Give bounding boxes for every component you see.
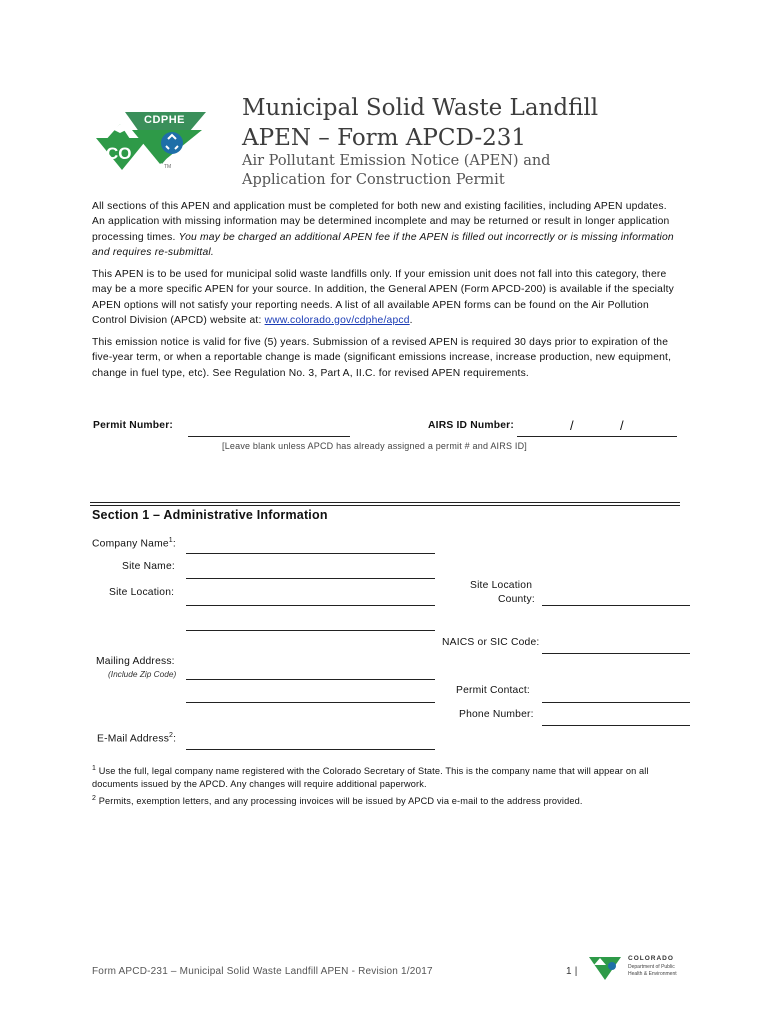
permit-contact-field[interactable] — [542, 702, 690, 703]
intro-paragraph-1 — [92, 199, 682, 260]
footnote-2-mark: 2 — [92, 795, 97, 802]
footnote-2 — [92, 792, 684, 808]
company-name-field[interactable] — [186, 553, 435, 554]
intro-p1-text: All sections of this APEN and application must be completed for both new and existing facilities, including APEN updates. An application with missing information may be determined incomplete and may be returned or result in longer application processing times. — [92, 201, 670, 243]
email-address-field[interactable] — [186, 749, 435, 750]
footer-cdphe-logo-icon — [588, 955, 622, 981]
form-subtitle-line1: Air Pollutant Emission Notice (APEN) and — [242, 153, 551, 169]
phone-number-label: Phone Number: — [459, 709, 534, 720]
footnote-1 — [92, 762, 684, 791]
footer-form-revision: Form APCD-231 – Municipal Solid Waste Landfill APEN - Revision 1/2017 — [92, 966, 433, 977]
site-county-label-line1: Site Location — [470, 580, 533, 591]
mailing-address-field-2[interactable] — [186, 702, 435, 703]
section-divider-top — [90, 502, 680, 503]
footer-logo-dept-1: Department of Public — [628, 964, 675, 970]
permit-number-label: Permit Number: — [93, 420, 174, 431]
logo-tm: TM — [164, 164, 172, 170]
site-name-label: Site Name: — [122, 561, 175, 572]
mailing-address-note: (Include Zip Code) — [108, 669, 177, 679]
permit-contact-label: Permit Contact: — [456, 685, 530, 696]
footnote-2-text: Permits, exemption letters, and any processing invoices will be issued by APCD via e-mail to the address provided. — [98, 796, 583, 807]
logo-cdphe-text: CDPHE — [144, 114, 186, 126]
site-location-label: Site Location: — [109, 587, 175, 598]
form-subtitle-line2: Application for Construction Permit — [242, 172, 505, 188]
site-county-field[interactable] — [542, 605, 690, 606]
phone-number-field[interactable] — [542, 725, 690, 726]
apcd-website-link[interactable]: www.colorado.gov/cdphe/apcd — [264, 314, 410, 326]
airs-id-field[interactable] — [517, 436, 677, 437]
company-name-footnote-mark: 1 — [168, 537, 173, 544]
footer-logo-dept-2: Health & Environment — [628, 971, 677, 977]
footnote-1-text: Use the full, legal company name registered with the Colorado Secretary of State. This is the company name that will appear on all documents issued by the APCD. Any changes will require additional paperwork. — [92, 766, 649, 790]
cdphe-logo — [92, 108, 210, 174]
intro-paragraph-3 — [92, 335, 682, 381]
email-address-label — [97, 732, 176, 744]
intro-paragraph-2 — [92, 267, 682, 328]
form-title-line2: APEN – Form APCD-231 — [242, 125, 527, 151]
logo-co-text: CO — [106, 144, 132, 163]
company-name-colon: : — [172, 538, 176, 550]
footer-page-number: 1 | — [566, 966, 578, 977]
intro-p2-end: . — [409, 314, 413, 326]
ids-hint: [Leave blank unless APCD has already assigned a permit # and AIRS ID] — [222, 441, 527, 451]
airs-id-separator-1: / — [570, 418, 574, 433]
email-address-label-text: E-Mail Address — [97, 733, 170, 745]
section-1-heading: Section 1 – Administrative Information — [92, 508, 328, 522]
email-footnote-mark: 2 — [169, 732, 174, 739]
company-name-label-text: Company Name — [92, 538, 169, 550]
footer-logo — [588, 955, 682, 981]
intro-p2-text: This APEN is to be used for municipal solid waste landfills only. If your emission unit does not fall into this category, there may be a more specific APEN for your source. In addition, the General APEN (Form APCD-200) is available if the specialty APEN options will not satisfy your reporting needs. A list of all available APEN forms can be found on the Air Pollution Control Division (APCD) website at: — [92, 269, 674, 326]
company-name-label — [92, 537, 176, 549]
intro-p1-italic: You may be charged an additional APEN fee if the APEN is filled out incorrectly or is missing information and requires re-submittal. — [92, 231, 674, 258]
site-location-field-2[interactable] — [186, 630, 435, 631]
mailing-address-field-1[interactable] — [186, 679, 435, 680]
site-county-label-line2: County: — [498, 594, 535, 605]
permit-number-field[interactable] — [188, 436, 350, 437]
airs-id-label: AIRS ID Number: — [428, 420, 514, 431]
airs-id-separator-2: / — [620, 418, 624, 433]
intro-p3-text: This emission notice is valid for five (5) years. Submission of a revised APEN is required 30 days prior to expiration of the five-year term, or when a reportable change is made (significant emissions increase, increase production, new equipment, change in fuel type, etc). See Regulation No. 3, Part A, II.C. for revised APEN requirements. — [92, 337, 672, 379]
section-divider-bottom — [90, 505, 680, 506]
site-location-field[interactable] — [186, 605, 435, 606]
mailing-address-label: Mailing Address: — [96, 656, 175, 667]
site-name-field[interactable] — [186, 578, 435, 579]
footnote-1-mark: 1 — [92, 765, 97, 772]
form-title-line1: Municipal Solid Waste Landfill — [242, 95, 599, 121]
naics-sic-code-field[interactable] — [542, 653, 690, 654]
footer-logo-colorado: COLORADO — [628, 955, 674, 962]
email-address-colon: : — [173, 733, 177, 745]
naics-sic-code-label: NAICS or SIC Code: — [442, 637, 540, 648]
